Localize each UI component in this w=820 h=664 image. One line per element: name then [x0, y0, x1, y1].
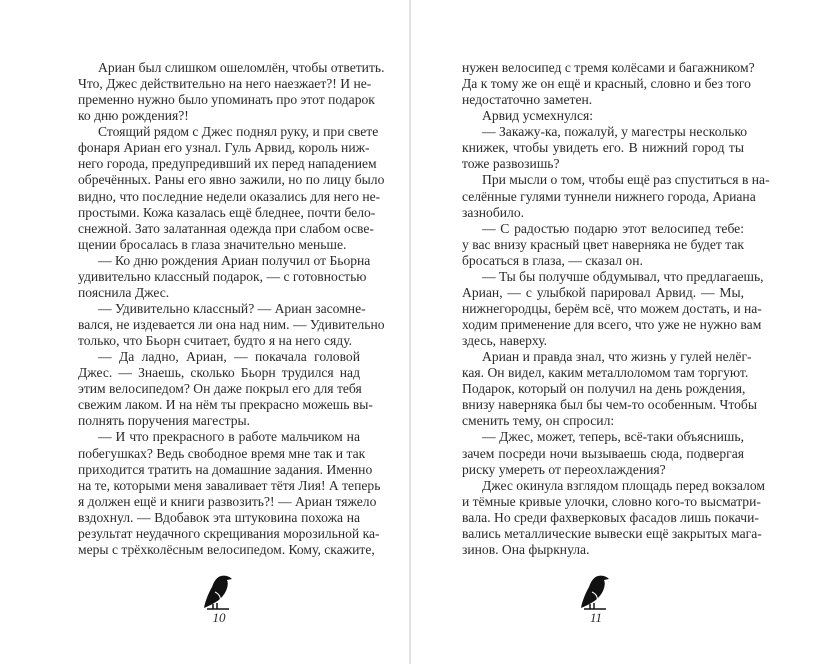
text-line: пояснила Джес. — [78, 284, 170, 300]
text-line: — И что прекрасного в работе мальчиком на — [98, 429, 360, 445]
text-line: селённые гулями туннели нижнего города, Ариана — [462, 188, 756, 204]
text-line: книжек, чтобы увидеть его. В нижний город ты — [462, 140, 744, 156]
text-line: — Ко дню рождения Ариан получил от Бьорна — [98, 252, 371, 268]
right-page-text — [462, 60, 770, 558]
text-line: Джес. — Знаешь, сколько Бьорн трудился над — [78, 365, 360, 381]
text-line: ко дню рождения?! — [78, 108, 189, 124]
page-number: 11 — [589, 610, 603, 625]
text-line: — Удивительно классный? — Ариан засомне- — [98, 300, 366, 316]
text-line: Ариан был слишком ошеломлён, чтобы ответить. — [98, 60, 385, 75]
text-line: Арвид усмехнулся: — [482, 108, 594, 124]
text-line: пременно нужно было упоминать про этот подарок — [78, 92, 375, 108]
text-line: недостаточно заметен. — [462, 92, 593, 108]
text-line: — Закажу-ка, пожалуй, у магестры несколько — [482, 124, 748, 140]
text-line: ходим применение для всего, что уже не нужно вам — [462, 317, 762, 332]
text-line: полнять поручения магестры. — [78, 413, 251, 429]
text-line: Ариан, — с улыбкой парировал Арвид. — Мы, — [462, 284, 744, 300]
text-line: меры с трёхколёсным велосипедом. Кому, скажите, — [78, 541, 375, 557]
left-page-text — [78, 60, 385, 558]
text-line: внизу наверняка был бы чем-то особенным. Чтобы — [462, 397, 757, 413]
text-line: Подарок, который он получил на день рождения, — [462, 381, 746, 397]
text-line: вались металлические вывески ещё закрытых мага- — [462, 525, 762, 541]
text-line: кая. Он видел, каким металлоломом там торгуют. — [462, 365, 749, 381]
text-line: и тёмные кривые улочки, словно кого-то высматри- — [462, 493, 761, 509]
text-line: на те, которыми меня заваливает тётя Лия! А теперь — [78, 477, 381, 493]
text-line: фонаря Ариан его узнал. Гуль Арвид, король ниж- — [78, 140, 370, 156]
text-line: бросаться в глаза, — сказал он. — [462, 252, 643, 268]
text-line: Да к тому же он ещё и красный, словно и без того — [462, 76, 751, 92]
raven-icon — [576, 572, 612, 614]
text-line: — Да ладно, Ариан, — покачала головой — [98, 349, 360, 365]
right-page — [411, 0, 820, 664]
text-line: щении бросалась в глаза значительно меньше. — [78, 236, 347, 252]
text-line: При мысли о том, чтобы ещё раз спуститься в на- — [482, 172, 770, 188]
text-line: тоже развозишь? — [462, 156, 560, 172]
text-line: него города, предупредивший их перед нападением — [78, 156, 377, 172]
text-line: здесь, наверху. — [462, 333, 548, 349]
text-line: свежим лаком. И на нём ты прекрасно можешь вы- — [78, 397, 373, 413]
text-line: видно, что последние недели оказались для него не- — [78, 188, 381, 204]
text-line: нужен велосипед с тремя колёсами и багажником? — [462, 60, 755, 75]
text-line: результат неудачного скрещивания морозильной ка- — [78, 525, 380, 541]
text-line: приходится тратить на домашние задания. Именно — [78, 461, 373, 477]
text-line: — С радостью подарю этот велосипед тебе: — [482, 220, 744, 236]
text-line: зинов. Она фыркнула. — [462, 541, 590, 557]
raven-icon — [199, 572, 235, 614]
left-page — [0, 0, 409, 664]
text-line: вался, не издевается ли она над ним. — Удивительно — [78, 317, 385, 332]
text-line: удивительно классный подарок, — с готовностью — [78, 268, 367, 284]
text-line: я должен ещё и книги развозить?! — Ариан тяжело — [78, 493, 377, 509]
page-number: 10 — [212, 610, 226, 625]
text-line: Ариан и правда знал, что жизнь у гулей нелёг- — [482, 349, 752, 365]
text-line: вздохнул. — Вдобавок эта штуковина похожа на — [78, 509, 360, 525]
text-line: только, что Бьорн считает, будто я на него сяду. — [78, 333, 353, 349]
text-line: зачем посреди ночи вызываешь сюда, подвергая — [462, 445, 744, 461]
text-line: простыми. Кожа казалась ещё бледнее, почти бело- — [78, 204, 376, 220]
text-line: побегушках? Ведь свободное время мне так и так — [78, 445, 366, 461]
text-line: — Ты бы получше обдумывал, что предлагаешь, — [482, 268, 764, 284]
text-line: у вас внизу красный цвет наверняка не будет так — [462, 236, 744, 252]
text-line: нижнегородцы, берём всё, что можем достать, и на- — [462, 300, 762, 316]
text-line: Джес окинула взглядом площадь перед вокзалом — [482, 477, 765, 493]
text-line: Что, Джес действительно на него наезжает?! И не- — [78, 76, 372, 92]
text-line: сменить тему, он спросил: — [462, 413, 615, 429]
text-line: этим велосипедом? Он даже покрыл его для тебя — [78, 381, 362, 397]
text-line: зазнобило. — [462, 204, 525, 220]
text-line: снежной. Зато залатанная одежда при слабом осве- — [78, 220, 374, 236]
text-line: — Джес, может, теперь, всё-таки объяснишь, — [482, 429, 744, 445]
text-line: риску умереть от переохлаждения? — [462, 461, 666, 477]
text-line: вала. Но среди фахверковых фасадов лишь покачи- — [462, 509, 759, 525]
text-line: обречённых. Раны его явно зажили, но по лицу было — [78, 172, 385, 188]
text-line: Стоящий рядом с Джес поднял руку, и при свете — [98, 124, 379, 140]
